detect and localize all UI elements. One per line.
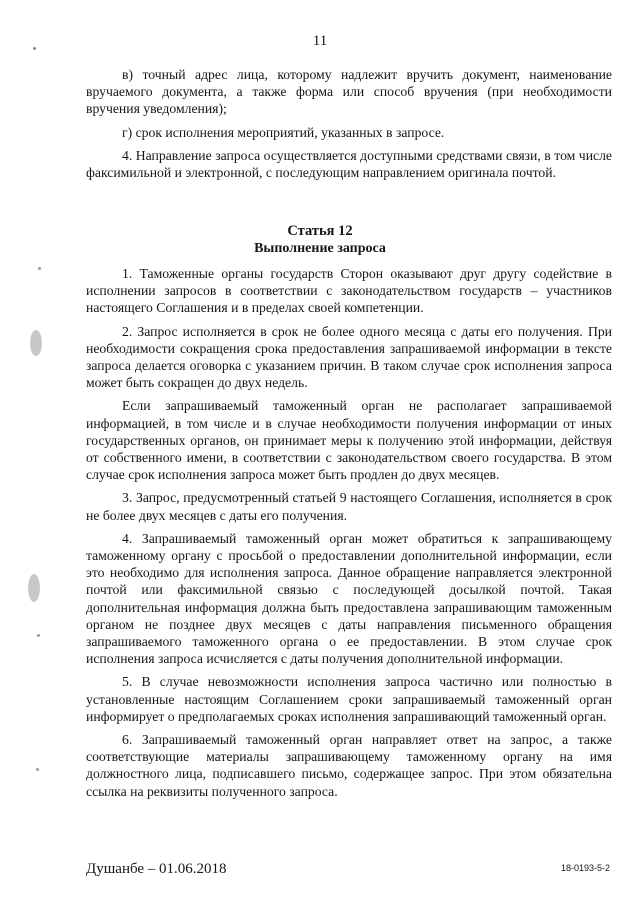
scan-mark — [30, 330, 42, 356]
paragraph: 3. Запрос, предусмотренный статьей 9 настоящего Соглашения, исполняется в срок не более двух месяцев с даты его получения. — [86, 490, 612, 523]
footer-place-date: Душанбе – 01.06.2018 — [86, 861, 227, 877]
scan-mark — [28, 574, 40, 602]
footer-code: 18-0193-5-2 — [560, 863, 610, 873]
scan-mark — [37, 634, 40, 637]
paragraph: Если запрашиваемый таможенный орган не располагает запрашиваемой информацией, в том числе и в случае необходимости получения информации от иных государственных органов, он принимает меры к получению этой информации, действуя от собственного имени, в соответствии с законодательством своего государства. В этом случае срок исполнения запроса может быть продлен до двух месяцев. — [86, 398, 612, 483]
article-subtitle: Выполнение запроса — [254, 241, 386, 256]
paragraph: в) точный адрес лица, которому надлежит вручить документ, наименование вручаемого документа, а также форма или способ вручения (при необходимости вручения уведомления); — [86, 67, 612, 117]
section-continuation — [86, 66, 612, 187]
scan-mark — [38, 267, 41, 270]
paragraph: 4. Запрашиваемый таможенный орган может обратиться к запрашивающему таможенному органу с просьбой о предоставлении дополнительной информации, если это необходимо для исполнения запроса. Данное обращение направляется электронной почтой или факсимильной связью с последующей досылкой почтой. Такая дополнительная информация должна быть предоставлена запрашивающим таможенным органом не позднее двух месяцев с даты направления письменного обращения запрашиваемого таможенного органа о ее предоставлении. В этом случае срок исполнения запроса исчисляется с даты получения дополнительной информации. — [86, 530, 612, 667]
scan-mark — [36, 768, 39, 771]
paragraph: 6. Запрашиваемый таможенный орган направляет ответ на запрос, а также соответствующие материалы запрашивающему таможенному органу на имя должностного лица, подписавшего письмо, содержащее запрос. При этом обязательна ссылка на реквизиты полученного запроса. — [86, 732, 612, 799]
paragraph: 4. Направление запроса осуществляется доступными средствами связи, в том числе факсимильной и электронной, с последующим направлением оригинала почтой. — [86, 147, 612, 181]
paragraph: г) срок исполнения мероприятий, указанных в запросе. — [122, 124, 445, 140]
article-body — [86, 265, 612, 806]
paragraph: 1. Таможенные органы государств Сторон оказывают друг другу содействие в исполнении запросов в соответствии с законодательством государств – участников настоящего Соглашения и в пределах своей компетенции. — [86, 266, 612, 316]
page-number: 11 — [312, 33, 328, 49]
paragraph: 5. В случае невозможности исполнения запроса частично или полностью в установленные настоящим Соглашением сроки запрашиваемый таможенный орган информирует о предполагаемых сроках исполнения запрашивающий таможенный орган. — [86, 674, 612, 724]
article-title: Статья 12 — [287, 223, 353, 239]
paragraph: 2. Запрос исполняется в срок не более одного месяца с даты его получения. При необходимости сокращения срока предоставления запрашиваемой информации в тексте запроса делается оговорка с указанием причин. В таком случае срок исполнения запроса может быть сокращен до двух недель. — [86, 323, 612, 391]
